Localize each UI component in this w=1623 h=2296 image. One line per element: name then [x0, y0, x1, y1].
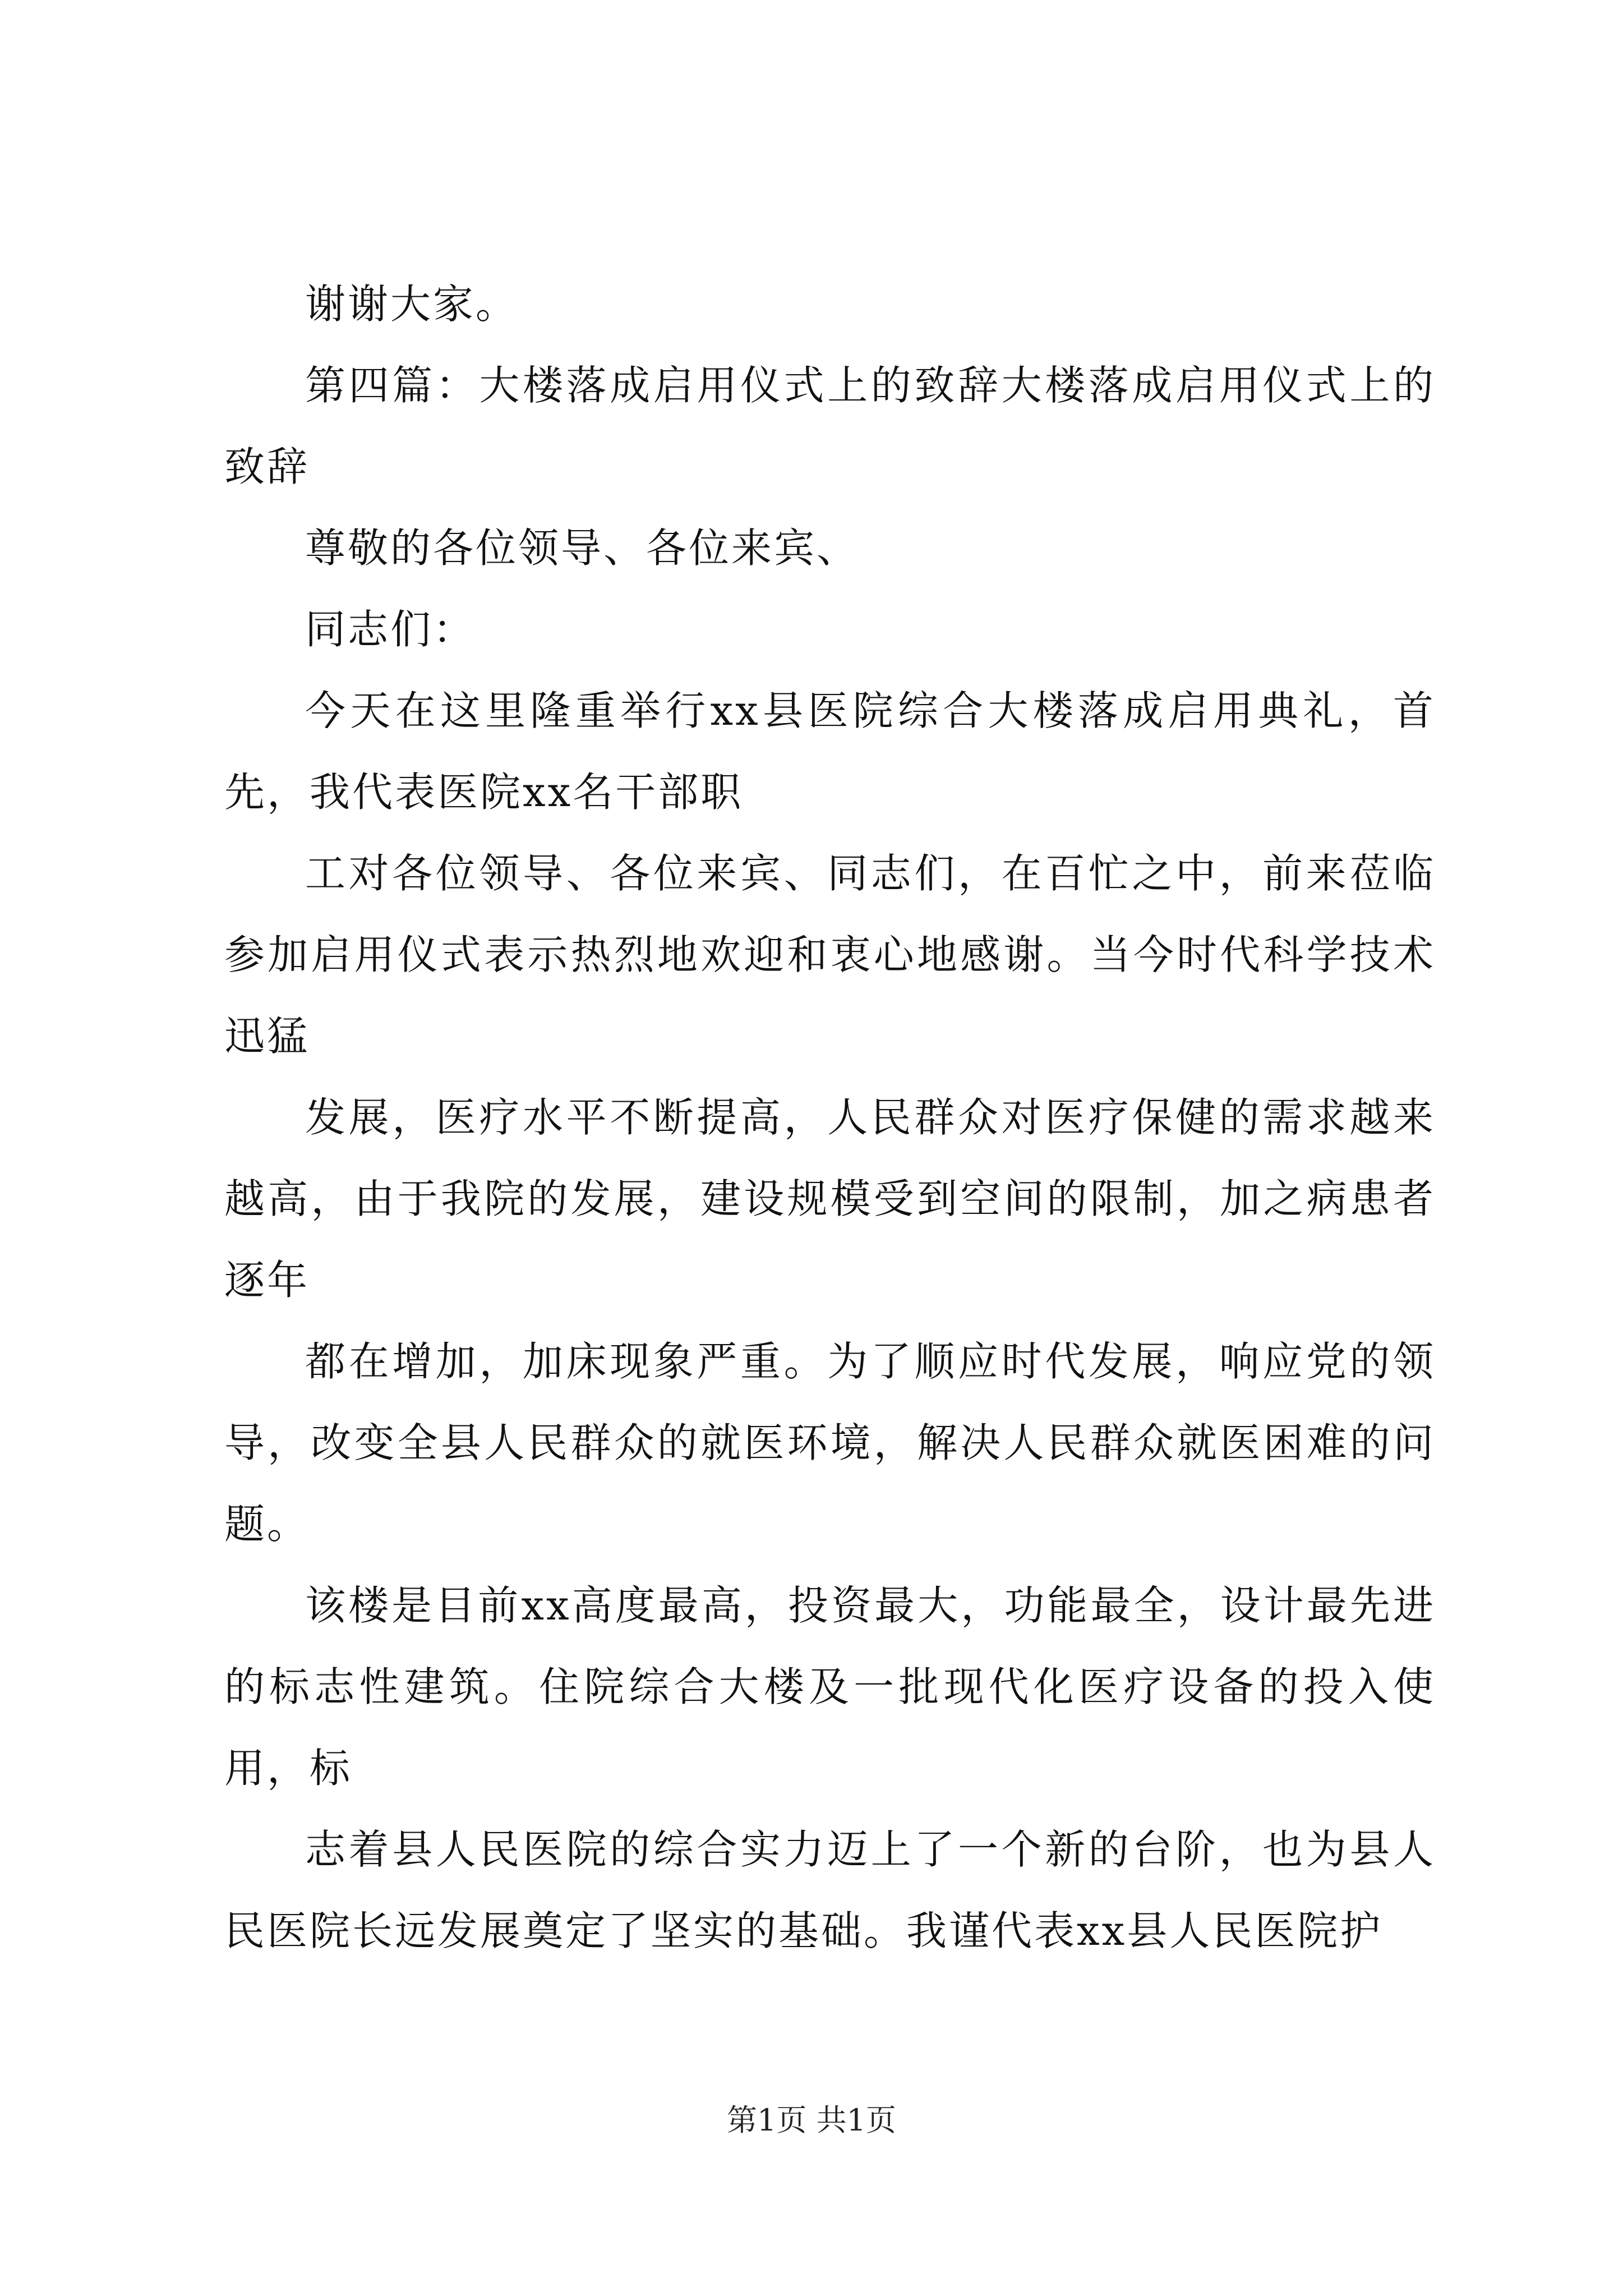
paragraph-milestone: 志着县人民医院的综合实力迈上了一个新的台阶，也为县人民医院长远发展奠定了坚实的基础。我谨代表xx县人民医院护 — [224, 1826, 1436, 1954]
paragraph-section-title: 第四篇：大楼落成启用仪式上的致辞大楼落成启用仪式上的致辞 — [224, 362, 1436, 490]
paragraph-closing-thanks: 谢谢大家。 — [305, 280, 519, 328]
paragraph-development: 发展，医疗水平不断提高，人民群众对医疗保健的需求越来越高，由于我院的发展，建设规模受到空间的限制，加之病患者逐年 — [224, 1094, 1436, 1304]
paragraph-building: 该楼是目前xx高度最高，投资最大，功能最全，设计最先进的标志性建筑。住院综合大楼及一批现代化医疗设备的投入使用，标 — [224, 1582, 1436, 1792]
paragraph-opening: 今天在这里隆重举行xx县医院综合大楼落成启用典礼，首先，我代表医院xx名干部职 — [224, 687, 1436, 816]
document-body — [224, 264, 1436, 1972]
paragraph-salutation-guests: 尊敬的各位领导、各位来宾、 — [305, 524, 860, 572]
paragraph-welcome: 工对各位领导、各位来宾、同志们，在百忙之中，前来莅临参加启用仪式表示热烈地欢迎和衷心地感谢。当今时代科学技术迅猛 — [224, 850, 1436, 1060]
page-footer: 第1页 共1页 — [727, 2102, 896, 2138]
paragraph-salutation-comrades: 同志们： — [305, 606, 476, 653]
paragraph-beds: 都在增加，加床现象严重。为了顺应时代发展，响应党的领导，改变全县人民群众的就医环境，解决人民群众就医困难的问题。 — [224, 1338, 1436, 1548]
